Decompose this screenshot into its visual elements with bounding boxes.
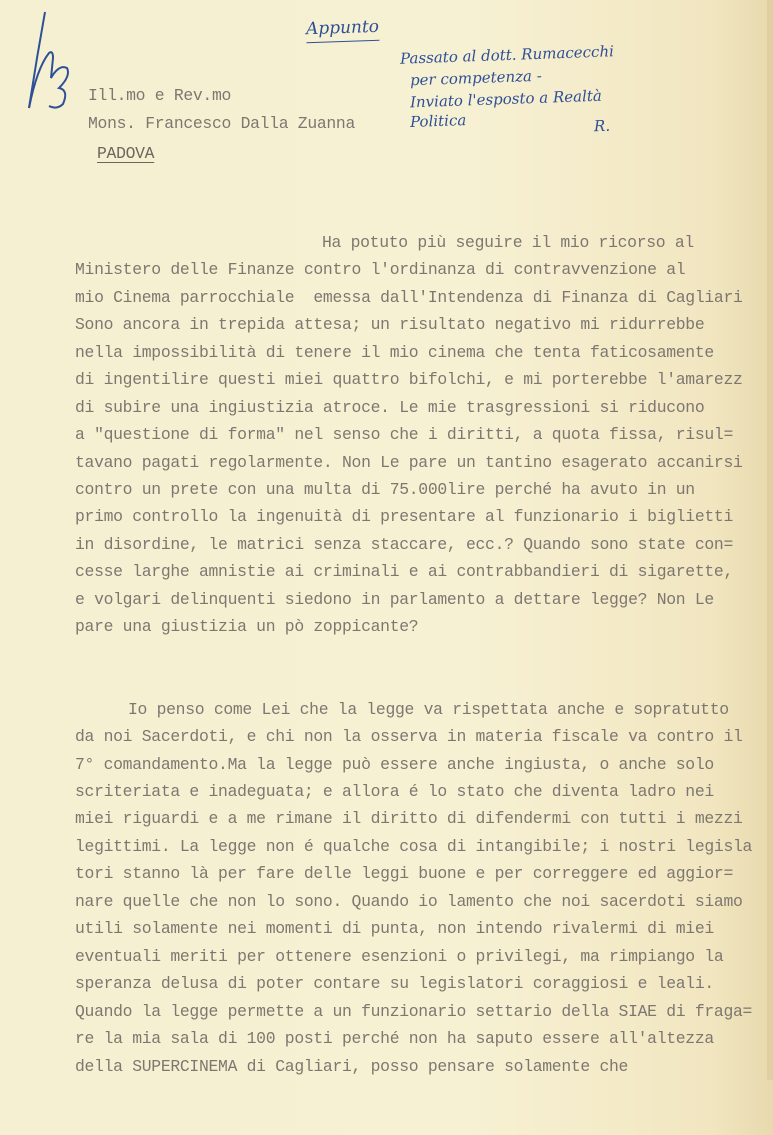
text-line: miei riguardi e a me rimane il diritto di difendermi con tutti i mezzi (75, 809, 743, 829)
text-line: Sono ancora in trepida attesa; un risultato negativo mi ridurrebbe (75, 315, 705, 335)
text-line: 7° comandamento.Ma la legge può essere anche ingiusta, o anche solo (75, 754, 714, 774)
annotation-line: Passato al dott. Rumacecchi (399, 42, 615, 68)
text-line: Ministero delle Finanze contro l'ordinanza di contravvenzione al (75, 260, 686, 280)
annotation-line: per competenza - (409, 66, 543, 90)
text-line: pare una giustizia un pò zoppicante? (75, 617, 419, 637)
text-line: cesse larghe amnistie ai criminali e ai contrabbandieri di sigarette, (75, 562, 733, 582)
annotation-line: Inviato l'esposto a Realtà (409, 86, 603, 112)
text-line: primo controllo la ingenuità di presentare al funzionario i biglietti (75, 507, 733, 527)
text-line: Ha potuto più seguire il mio ricorso al (322, 232, 694, 252)
text-line: contro un prete con una multa di 75.000lire perché ha avuto in un (75, 479, 695, 499)
text-line: e volgari delinquenti siedono in parlamento a dettare legge? Non Le (75, 589, 714, 609)
margin-mark-handwritten (15, 8, 85, 118)
text-line: della SUPERCINEMA di Cagliari, posso pensare solamente che (75, 1056, 629, 1076)
text-line: nella impossibilità di tenere il mio cinema che tenta faticosamente (75, 342, 714, 362)
letter-body (75, 174, 752, 1135)
annotation-line: Politica (409, 111, 467, 131)
text-line: re la mia sala di 100 posti perché non ha saputo essere all'altezza (75, 1029, 714, 1049)
text-line: di ingentilire questi miei quattro bifolchi, e mi porterebbe l'amarezz (75, 370, 743, 390)
text-line: speranza delusa di poter contare su legislatori coraggiosi e leali. (75, 974, 714, 994)
paragraph-2 (75, 696, 752, 1080)
text-line: tavano pagati regolarmente. Non Le pare un tantino esagerato accanirsi (75, 452, 743, 472)
text-line: da noi Sacerdoti, e chi non la osserva in materia fiscale va contro il (75, 727, 743, 747)
text-line: Quando la legge permette a un funzionario settario della SIAE di fraga= (75, 1001, 753, 1021)
address-city: PADOVA (97, 144, 155, 163)
text-line: in disordine, le matrici senza staccare, ecc.? Quando sono state con= (75, 534, 733, 554)
text-line: legittimi. La legge non é qualche cosa di intangibile; i nostri legisla (75, 836, 753, 856)
text-line: utili solamente nei momenti di punta, non intendo rivalermi di miei (75, 919, 714, 939)
text-line: eventuali meriti per ottenere esenzioni o privilegi, ma rimpiango la (75, 946, 724, 966)
paper-edge (767, 0, 773, 1080)
annotation-initial: R. (593, 116, 611, 136)
text-line: mio Cinema parrocchiale emessa dall'Intendenza di Finanza di Cagliari (75, 287, 743, 307)
text-line: tori stanno là per fare delle leggi buone e per correggere ed aggior= (75, 864, 733, 884)
address-salutation: Ill.mo e Rev.mo (88, 86, 232, 105)
text-line: Io penso come Lei che la legge va rispettata anche e sopratutto (128, 699, 729, 719)
text-line: di subire una ingiustizia atroce. Le mie trasgressioni si riducono (75, 397, 705, 417)
paragraph-1 (75, 229, 752, 641)
text-line: scriteriata e inadeguata; e allora é lo stato che diventa ladro nei (75, 781, 714, 801)
annotation-title: Appunto (305, 16, 380, 40)
text-line: a "questione di forma" nel senso che i diritti, a quota fissa, risul= (75, 425, 733, 445)
text-line: nare quelle che non lo sono. Quando io lamento che noi sacerdoti siamo (75, 891, 743, 911)
address-name: Mons. Francesco Dalla Zuanna (88, 114, 356, 133)
